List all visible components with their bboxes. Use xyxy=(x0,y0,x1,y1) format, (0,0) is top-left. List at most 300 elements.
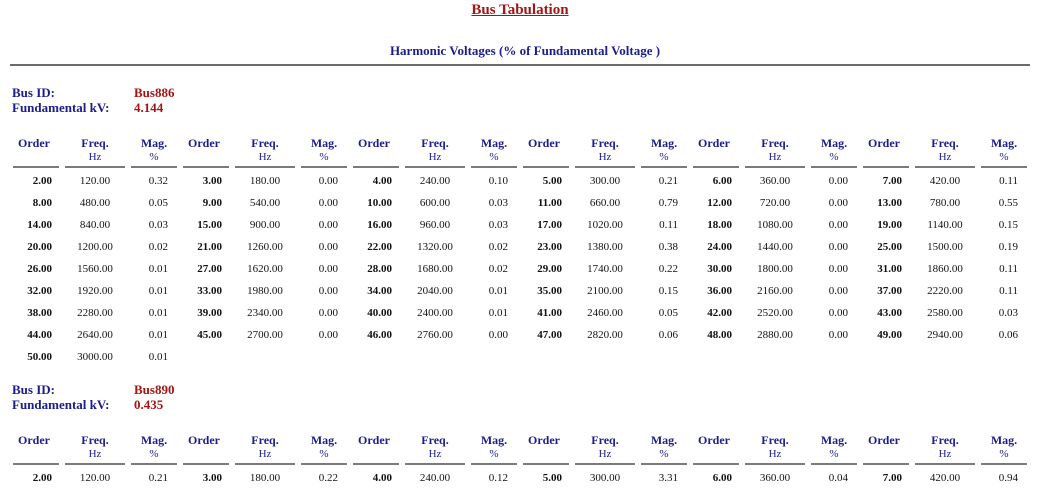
mag-cell: 0.01 xyxy=(148,285,168,297)
order-cell: 23.00 xyxy=(537,241,562,253)
mag-header-unit: % xyxy=(319,448,329,460)
order-cell: 4.00 xyxy=(372,472,392,484)
mag-header-unit: % xyxy=(149,151,159,163)
freq-cell: 1080.00 xyxy=(757,219,793,231)
order-cell: 13.00 xyxy=(877,197,902,209)
order-header: Order xyxy=(188,433,220,447)
freq-header xyxy=(232,136,298,164)
freq-header-label: Freq. xyxy=(81,433,109,447)
order-cell: 10.00 xyxy=(367,197,392,209)
freq-header-unit: Hz xyxy=(428,151,442,163)
freq-header-label: Freq. xyxy=(761,433,789,447)
freq-header-label: Freq. xyxy=(591,136,619,150)
table-row xyxy=(10,214,1030,236)
mag-cell: 0.21 xyxy=(148,472,168,484)
mag-header-label: Mag. xyxy=(990,136,1018,150)
header-underline xyxy=(981,463,1027,465)
order-cell: 7.00 xyxy=(882,472,902,484)
freq-cell: 900.00 xyxy=(249,219,281,231)
freq-cell: 2280.00 xyxy=(77,307,113,319)
freq-header-unit: Hz xyxy=(938,151,952,163)
order-cell: 5.00 xyxy=(542,472,562,484)
mag-header-unit: % xyxy=(659,448,669,460)
mag-cell: 0.01 xyxy=(488,307,508,319)
freq-header-unit: Hz xyxy=(88,448,102,460)
mag-header-unit: % xyxy=(829,448,839,460)
order-cell: 3.00 xyxy=(202,175,222,187)
freq-header xyxy=(62,433,128,461)
order-header: Order xyxy=(868,136,900,150)
order-header: Order xyxy=(528,136,560,150)
freq-header xyxy=(402,433,468,461)
order-cell: 31.00 xyxy=(877,263,902,275)
mag-cell: 0.06 xyxy=(998,329,1018,341)
freq-header xyxy=(232,433,298,461)
table-row xyxy=(10,324,1030,346)
freq-cell: 1560.00 xyxy=(77,263,113,275)
freq-header xyxy=(912,433,978,461)
mag-header-unit: % xyxy=(999,151,1009,163)
table-row xyxy=(10,280,1030,302)
freq-cell: 2340.00 xyxy=(247,307,283,319)
order-cell: 11.00 xyxy=(537,197,562,209)
order-cell: 33.00 xyxy=(197,285,222,297)
mag-cell: 0.00 xyxy=(828,307,848,319)
mag-cell: 0.03 xyxy=(998,307,1018,319)
freq-cell: 1920.00 xyxy=(77,285,113,297)
freq-cell: 2580.00 xyxy=(927,307,963,319)
mag-header xyxy=(468,136,520,164)
mag-cell: 0.22 xyxy=(318,472,338,484)
freq-cell: 2640.00 xyxy=(77,329,113,341)
order-header: Order xyxy=(528,433,560,447)
freq-header-label: Freq. xyxy=(251,433,279,447)
order-cell: 29.00 xyxy=(537,263,562,275)
order-cell: 46.00 xyxy=(367,329,392,341)
mag-cell: 0.00 xyxy=(828,197,848,209)
order-cell: 40.00 xyxy=(367,307,392,319)
header-underline xyxy=(131,463,177,465)
mag-cell: 0.01 xyxy=(148,307,168,319)
freq-cell: 1260.00 xyxy=(247,241,283,253)
order-cell: 48.00 xyxy=(707,329,732,341)
mag-cell: 0.06 xyxy=(658,329,678,341)
header-underline xyxy=(301,463,347,465)
bus-id-label: Bus ID: xyxy=(12,382,55,397)
mag-header-label: Mag. xyxy=(480,136,508,150)
top-divider xyxy=(10,64,1030,66)
freq-cell: 660.00 xyxy=(589,197,621,209)
mag-cell: 0.55 xyxy=(998,197,1018,209)
mag-header-label: Mag. xyxy=(820,433,848,447)
mag-cell: 0.00 xyxy=(318,285,338,297)
freq-cell: 2040.00 xyxy=(417,285,453,297)
freq-header-unit: Hz xyxy=(598,448,612,460)
mag-header-label: Mag. xyxy=(310,136,338,150)
mag-header-unit: % xyxy=(999,448,1009,460)
mag-cell: 0.11 xyxy=(999,263,1018,275)
mag-cell: 0.00 xyxy=(488,329,508,341)
mag-cell: 0.12 xyxy=(488,472,508,484)
order-cell: 50.00 xyxy=(27,351,52,363)
order-cell: 27.00 xyxy=(197,263,222,275)
mag-cell: 0.02 xyxy=(148,241,168,253)
order-cell: 14.00 xyxy=(27,219,52,231)
mag-cell: 0.00 xyxy=(318,263,338,275)
header-underline xyxy=(405,463,465,465)
freq-header-unit: Hz xyxy=(768,448,782,460)
column-header-row xyxy=(10,136,1030,164)
table-row xyxy=(10,346,1030,368)
order-cell: 49.00 xyxy=(877,329,902,341)
mag-header-label: Mag. xyxy=(650,433,678,447)
header-underline xyxy=(811,166,857,168)
header-underline xyxy=(863,463,909,465)
order-cell: 20.00 xyxy=(27,241,52,253)
freq-cell: 780.00 xyxy=(929,197,961,209)
order-header: Order xyxy=(18,433,50,447)
mag-cell: 0.11 xyxy=(999,175,1018,187)
mag-cell: 0.22 xyxy=(658,263,678,275)
freq-header-unit: Hz xyxy=(258,151,272,163)
freq-cell: 420.00 xyxy=(929,472,961,484)
freq-cell: 2460.00 xyxy=(587,307,623,319)
mag-header-label: Mag. xyxy=(990,433,1018,447)
harmonic-table-bus886 xyxy=(10,136,1030,368)
header-underline xyxy=(183,463,229,465)
header-underline xyxy=(745,166,805,168)
order-cell: 32.00 xyxy=(27,285,52,297)
freq-cell: 2400.00 xyxy=(417,307,453,319)
freq-header xyxy=(742,433,808,461)
mag-cell: 0.00 xyxy=(828,285,848,297)
table-row xyxy=(10,236,1030,258)
freq-cell: 2880.00 xyxy=(757,329,793,341)
freq-header xyxy=(572,136,638,164)
order-cell: 12.00 xyxy=(707,197,732,209)
order-cell: 24.00 xyxy=(707,241,732,253)
mag-cell: 0.00 xyxy=(318,197,338,209)
header-underline xyxy=(131,166,177,168)
freq-header xyxy=(742,136,808,164)
mag-cell: 0.11 xyxy=(999,285,1018,297)
header-underline xyxy=(575,463,635,465)
mag-cell: 0.00 xyxy=(318,307,338,319)
mag-cell: 3.31 xyxy=(658,472,678,484)
mag-header-unit: % xyxy=(319,151,329,163)
freq-cell: 1200.00 xyxy=(77,241,113,253)
freq-cell: 1140.00 xyxy=(927,219,963,231)
kv-label: Fundamental kV: xyxy=(12,100,110,115)
order-cell: 35.00 xyxy=(537,285,562,297)
freq-cell: 1380.00 xyxy=(587,241,623,253)
header-underline xyxy=(693,166,739,168)
freq-cell: 600.00 xyxy=(419,197,451,209)
header-underline xyxy=(641,166,687,168)
order-cell: 18.00 xyxy=(707,219,732,231)
header-underline xyxy=(863,166,909,168)
freq-cell: 2100.00 xyxy=(587,285,623,297)
freq-cell: 960.00 xyxy=(419,219,451,231)
order-cell: 8.00 xyxy=(32,197,52,209)
table-row xyxy=(10,467,1030,489)
mag-cell: 0.79 xyxy=(658,197,678,209)
mag-cell: 0.01 xyxy=(148,329,168,341)
header-underline xyxy=(641,463,687,465)
header-underline xyxy=(523,463,569,465)
order-cell: 39.00 xyxy=(197,307,222,319)
freq-cell: 240.00 xyxy=(419,175,451,187)
mag-cell: 0.01 xyxy=(148,351,168,363)
mag-header-unit: % xyxy=(829,151,839,163)
mag-header xyxy=(638,433,690,461)
mag-cell: 0.03 xyxy=(148,219,168,231)
freq-cell: 1980.00 xyxy=(247,285,283,297)
freq-header xyxy=(912,136,978,164)
freq-header-label: Freq. xyxy=(591,433,619,447)
freq-cell: 1860.00 xyxy=(927,263,963,275)
mag-header xyxy=(978,433,1030,461)
bus-id-value: Bus886 xyxy=(134,85,175,100)
order-cell: 7.00 xyxy=(882,175,902,187)
mag-header-label: Mag. xyxy=(140,433,168,447)
order-header: Order xyxy=(358,136,390,150)
mag-cell: 0.02 xyxy=(488,241,508,253)
mag-header-label: Mag. xyxy=(310,433,338,447)
order-header: Order xyxy=(868,433,900,447)
mag-cell: 0.11 xyxy=(659,219,678,231)
freq-header-unit: Hz xyxy=(938,448,952,460)
order-header: Order xyxy=(18,136,50,150)
mag-header-label: Mag. xyxy=(140,136,168,150)
header-underline xyxy=(65,463,125,465)
header-underline xyxy=(811,463,857,465)
kv-value: 0.435 xyxy=(134,397,164,412)
column-header-row xyxy=(10,433,1030,461)
order-cell: 16.00 xyxy=(367,219,392,231)
order-cell: 15.00 xyxy=(197,219,222,231)
freq-header-label: Freq. xyxy=(761,136,789,150)
mag-cell: 0.01 xyxy=(488,285,508,297)
freq-cell: 300.00 xyxy=(589,175,621,187)
freq-header xyxy=(402,136,468,164)
mag-cell: 0.00 xyxy=(318,241,338,253)
freq-cell: 480.00 xyxy=(79,197,111,209)
header-underline xyxy=(235,463,295,465)
order-cell: 26.00 xyxy=(27,263,52,275)
freq-cell: 120.00 xyxy=(79,472,111,484)
mag-header xyxy=(298,136,350,164)
order-cell: 25.00 xyxy=(877,241,902,253)
freq-cell: 240.00 xyxy=(419,472,451,484)
mag-cell: 0.02 xyxy=(488,263,508,275)
freq-header xyxy=(572,433,638,461)
mag-header-label: Mag. xyxy=(650,136,678,150)
bus-info-886 xyxy=(12,85,174,115)
freq-cell: 360.00 xyxy=(759,472,791,484)
kv-label: Fundamental kV: xyxy=(12,397,110,412)
order-cell: 38.00 xyxy=(27,307,52,319)
header-underline xyxy=(915,463,975,465)
order-cell: 17.00 xyxy=(537,219,562,231)
freq-header-label: Freq. xyxy=(421,433,449,447)
mag-cell: 0.38 xyxy=(658,241,678,253)
header-underline xyxy=(65,166,125,168)
mag-header-unit: % xyxy=(489,151,499,163)
header-underline xyxy=(353,166,399,168)
order-header: Order xyxy=(188,136,220,150)
header-underline xyxy=(13,463,59,465)
header-underline xyxy=(13,166,59,168)
freq-header-label: Freq. xyxy=(931,136,959,150)
freq-cell: 360.00 xyxy=(759,175,791,187)
freq-cell: 840.00 xyxy=(79,219,111,231)
mag-header-unit: % xyxy=(659,151,669,163)
table-row xyxy=(10,258,1030,280)
order-header: Order xyxy=(698,433,730,447)
header-underline xyxy=(301,166,347,168)
order-cell: 6.00 xyxy=(712,472,732,484)
order-cell: 5.00 xyxy=(542,175,562,187)
mag-cell: 0.15 xyxy=(998,219,1018,231)
mag-cell: 0.00 xyxy=(828,241,848,253)
mag-cell: 0.10 xyxy=(488,175,508,187)
header-underline xyxy=(235,166,295,168)
header-underline xyxy=(353,463,399,465)
header-underline xyxy=(745,463,805,465)
freq-cell: 1440.00 xyxy=(757,241,793,253)
mag-cell: 0.05 xyxy=(148,197,168,209)
order-cell: 4.00 xyxy=(372,175,392,187)
freq-header-unit: Hz xyxy=(88,151,102,163)
mag-cell: 0.03 xyxy=(488,197,508,209)
freq-header-label: Freq. xyxy=(251,136,279,150)
table-row xyxy=(10,192,1030,214)
order-cell: 42.00 xyxy=(707,307,732,319)
page-title: Bus Tabulation xyxy=(471,2,569,18)
mag-cell: 0.00 xyxy=(828,219,848,231)
order-cell: 36.00 xyxy=(707,285,732,297)
kv-value: 4.144 xyxy=(134,100,164,115)
header-underline xyxy=(183,166,229,168)
mag-cell: 0.00 xyxy=(828,175,848,187)
freq-cell: 1800.00 xyxy=(757,263,793,275)
order-header: Order xyxy=(358,433,390,447)
freq-cell: 1680.00 xyxy=(417,263,453,275)
order-cell: 2.00 xyxy=(32,175,52,187)
mag-cell: 0.00 xyxy=(828,263,848,275)
order-cell: 21.00 xyxy=(197,241,222,253)
freq-cell: 540.00 xyxy=(249,197,281,209)
mag-header-unit: % xyxy=(489,448,499,460)
freq-cell: 420.00 xyxy=(929,175,961,187)
mag-header xyxy=(128,136,180,164)
table-row xyxy=(10,302,1030,324)
mag-header xyxy=(128,433,180,461)
freq-cell: 180.00 xyxy=(249,472,281,484)
freq-cell: 120.00 xyxy=(79,175,111,187)
bus-id-value: Bus890 xyxy=(134,382,175,397)
header-underline xyxy=(981,166,1027,168)
header-underline xyxy=(575,166,635,168)
order-cell: 30.00 xyxy=(707,263,732,275)
mag-header xyxy=(298,433,350,461)
freq-cell: 2760.00 xyxy=(417,329,453,341)
order-cell: 22.00 xyxy=(367,241,392,253)
mag-cell: 0.05 xyxy=(658,307,678,319)
mag-cell: 0.94 xyxy=(998,472,1018,484)
mag-cell: 0.21 xyxy=(658,175,678,187)
order-header: Order xyxy=(698,136,730,150)
freq-header-label: Freq. xyxy=(81,136,109,150)
mag-header xyxy=(638,136,690,164)
header-underline xyxy=(471,463,517,465)
bus-info-890 xyxy=(12,382,174,412)
order-cell: 9.00 xyxy=(202,197,222,209)
freq-header-unit: Hz xyxy=(258,448,272,460)
order-cell: 3.00 xyxy=(202,472,222,484)
freq-cell: 720.00 xyxy=(759,197,791,209)
order-cell: 44.00 xyxy=(27,329,52,341)
mag-header-unit: % xyxy=(149,448,159,460)
freq-header-unit: Hz xyxy=(768,151,782,163)
order-cell: 43.00 xyxy=(877,307,902,319)
freq-cell: 1020.00 xyxy=(587,219,623,231)
freq-cell: 2520.00 xyxy=(757,307,793,319)
freq-cell: 2940.00 xyxy=(927,329,963,341)
mag-header xyxy=(808,433,860,461)
freq-cell: 1620.00 xyxy=(247,263,283,275)
mag-cell: 0.03 xyxy=(488,219,508,231)
mag-cell: 0.00 xyxy=(318,329,338,341)
order-cell: 34.00 xyxy=(367,285,392,297)
header-underline xyxy=(405,166,465,168)
order-cell: 6.00 xyxy=(712,175,732,187)
mag-cell: 0.32 xyxy=(148,175,168,187)
freq-cell: 3000.00 xyxy=(77,351,113,363)
freq-header-label: Freq. xyxy=(421,136,449,150)
order-cell: 37.00 xyxy=(877,285,902,297)
freq-header-unit: Hz xyxy=(428,448,442,460)
order-cell: 45.00 xyxy=(197,329,222,341)
mag-header-label: Mag. xyxy=(480,433,508,447)
header-underline xyxy=(471,166,517,168)
freq-header xyxy=(62,136,128,164)
mag-header-label: Mag. xyxy=(820,136,848,150)
freq-cell: 1500.00 xyxy=(927,241,963,253)
freq-cell: 1320.00 xyxy=(417,241,453,253)
header-underline xyxy=(693,463,739,465)
freq-header-label: Freq. xyxy=(931,433,959,447)
order-cell: 28.00 xyxy=(367,263,392,275)
page-subtitle: Harmonic Voltages (% of Fundamental Voltage ) xyxy=(389,43,661,58)
header-underline xyxy=(523,166,569,168)
table-row xyxy=(10,170,1030,192)
mag-header xyxy=(978,136,1030,164)
order-cell: 19.00 xyxy=(877,219,902,231)
freq-cell: 300.00 xyxy=(589,472,621,484)
header-underline xyxy=(915,166,975,168)
mag-header xyxy=(468,433,520,461)
mag-cell: 0.00 xyxy=(828,329,848,341)
bus-id-label: Bus ID: xyxy=(12,85,55,100)
mag-cell: 0.15 xyxy=(658,285,678,297)
mag-cell: 0.04 xyxy=(828,472,848,484)
mag-cell: 0.19 xyxy=(998,241,1018,253)
freq-cell: 180.00 xyxy=(249,175,281,187)
freq-cell: 2220.00 xyxy=(927,285,963,297)
freq-header-unit: Hz xyxy=(598,151,612,163)
